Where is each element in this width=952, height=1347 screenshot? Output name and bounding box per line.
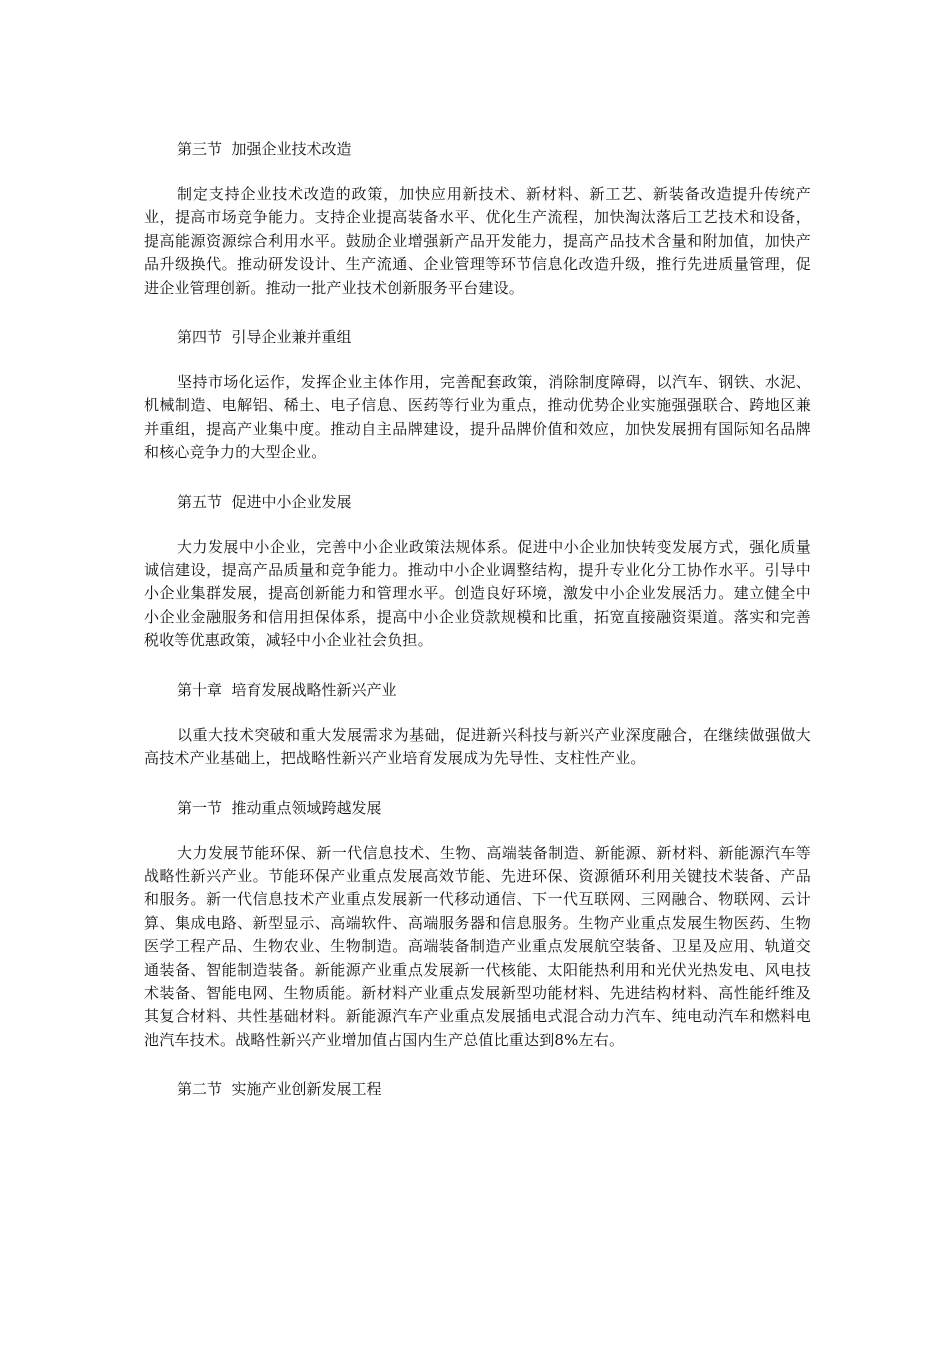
spacer: [144, 349, 811, 371]
section-heading-4: 第四节 引导企业兼并重组: [177, 328, 352, 347]
section-heading-5: 第五节 促进中小企业发展: [177, 492, 352, 511]
paragraph-emerging-industries: 以重大技术突破和重大发展需求为基础，促进新兴科技与新兴产业深度融合，在继续做强做大高技术产业基础上，把战略性新兴产业培育发展成为先导性、支柱性产业。: [144, 725, 811, 768]
spacer: [144, 653, 811, 678]
spacer: [144, 465, 811, 490]
paragraph-sme: 大力发展中小企业，完善中小企业政策法规体系。促进中小企业加快转变发展方式，强化质量诚信建设，提高产品质量和竞争能力。推动中小企业调整结构，提升专业化分工协作水平。引导中小企业集群发展，提高创新能力和管理水平。创造良好环境，激发中小企业发展活力。建立健全中小企业金融服务和信用担保体系，提高中小企业贷款规模和比重，拓宽直接融资渠道。落实和完善税收等优惠政策，减轻中小企业社会负担。: [144, 537, 811, 650]
paragraph-tech-upgrade: 制定支持企业技术改造的政策，加快应用新技术、新材料、新工艺、新装备改造提升传统产业，提高市场竞争能力。支持企业提高装备水平、优化生产流程，加快淘汰落后工艺技术和设备，提高能源资源综合利用水平。鼓励企业增强新产品开发能力，提高产品技术含量和附加值，加快产品升级换代。推动研发设计、生产流通、企业管理等环节信息化改造升级，推行先进质量管理，促进企业管理创新。推动一批产业技术创新服务平台建设。: [144, 185, 811, 297]
document-body: [144, 137, 811, 1101]
paragraph-key-fields: 大力发展节能环保、新一代信息技术、生物、高端装备制造、新能源、新材料、新能源汽车等战略性新兴产业。节能环保产业重点发展高效节能、先进环保、资源循环利用关键技术装备、产品和服务。新一代信息技术产业重点发展新一代移动通信、下一代互联网、三网融合、物联网、云计算、集成电路、新型显示、高端软件、高端服务器和信息服务。生物产业重点发展生物医药、生物医学工程产品、生物农业、生物制造。高端装备制造产业重点发展航空装备、卫星及应用、轨道交通装备、智能制造装备。新能源产业重点发展新一代核能、太阳能热利用和光伏光热发电、风电技术装备、智能电网、生物质能。新材料产业重点发展新型功能材料、先进结构材料、高性能纤维及其复合材料、共性基础材料。新能源汽车产业重点发展插电式混合动力汽车、纯电动汽车和燃料电池汽车技术。战略性新兴产业增加值占国内生产总值比重达到8%左右。: [144, 843, 811, 1049]
spacer: [144, 771, 811, 796]
chapter-heading-10: 第十章 培育发展战略性新兴产业: [177, 680, 397, 699]
spacer: [144, 702, 811, 724]
section-heading-1: 第一节 推动重点领域跨越发展: [177, 798, 382, 817]
spacer: [144, 514, 811, 536]
spacer: [144, 300, 811, 325]
section-heading-3: 第三节 加强企业技术改造: [177, 140, 352, 158]
spacer: [144, 161, 811, 183]
spacer: [144, 1052, 811, 1077]
spacer: [144, 820, 811, 842]
section-heading-2: 第二节 实施产业创新发展工程: [177, 1080, 382, 1099]
paragraph-mergers: 坚持市场化运作，发挥企业主体作用，完善配套政策，消除制度障碍，以汽车、钢铁、水泥、机械制造、电解铝、稀土、电子信息、医药等行业为重点，推动优势企业实施强强联合、跨地区兼并重组，提高产业集中度。推动自主品牌建设，提升品牌价值和效应，加快发展拥有国际知名品牌和核心竞争力的大型企业。: [144, 373, 811, 462]
